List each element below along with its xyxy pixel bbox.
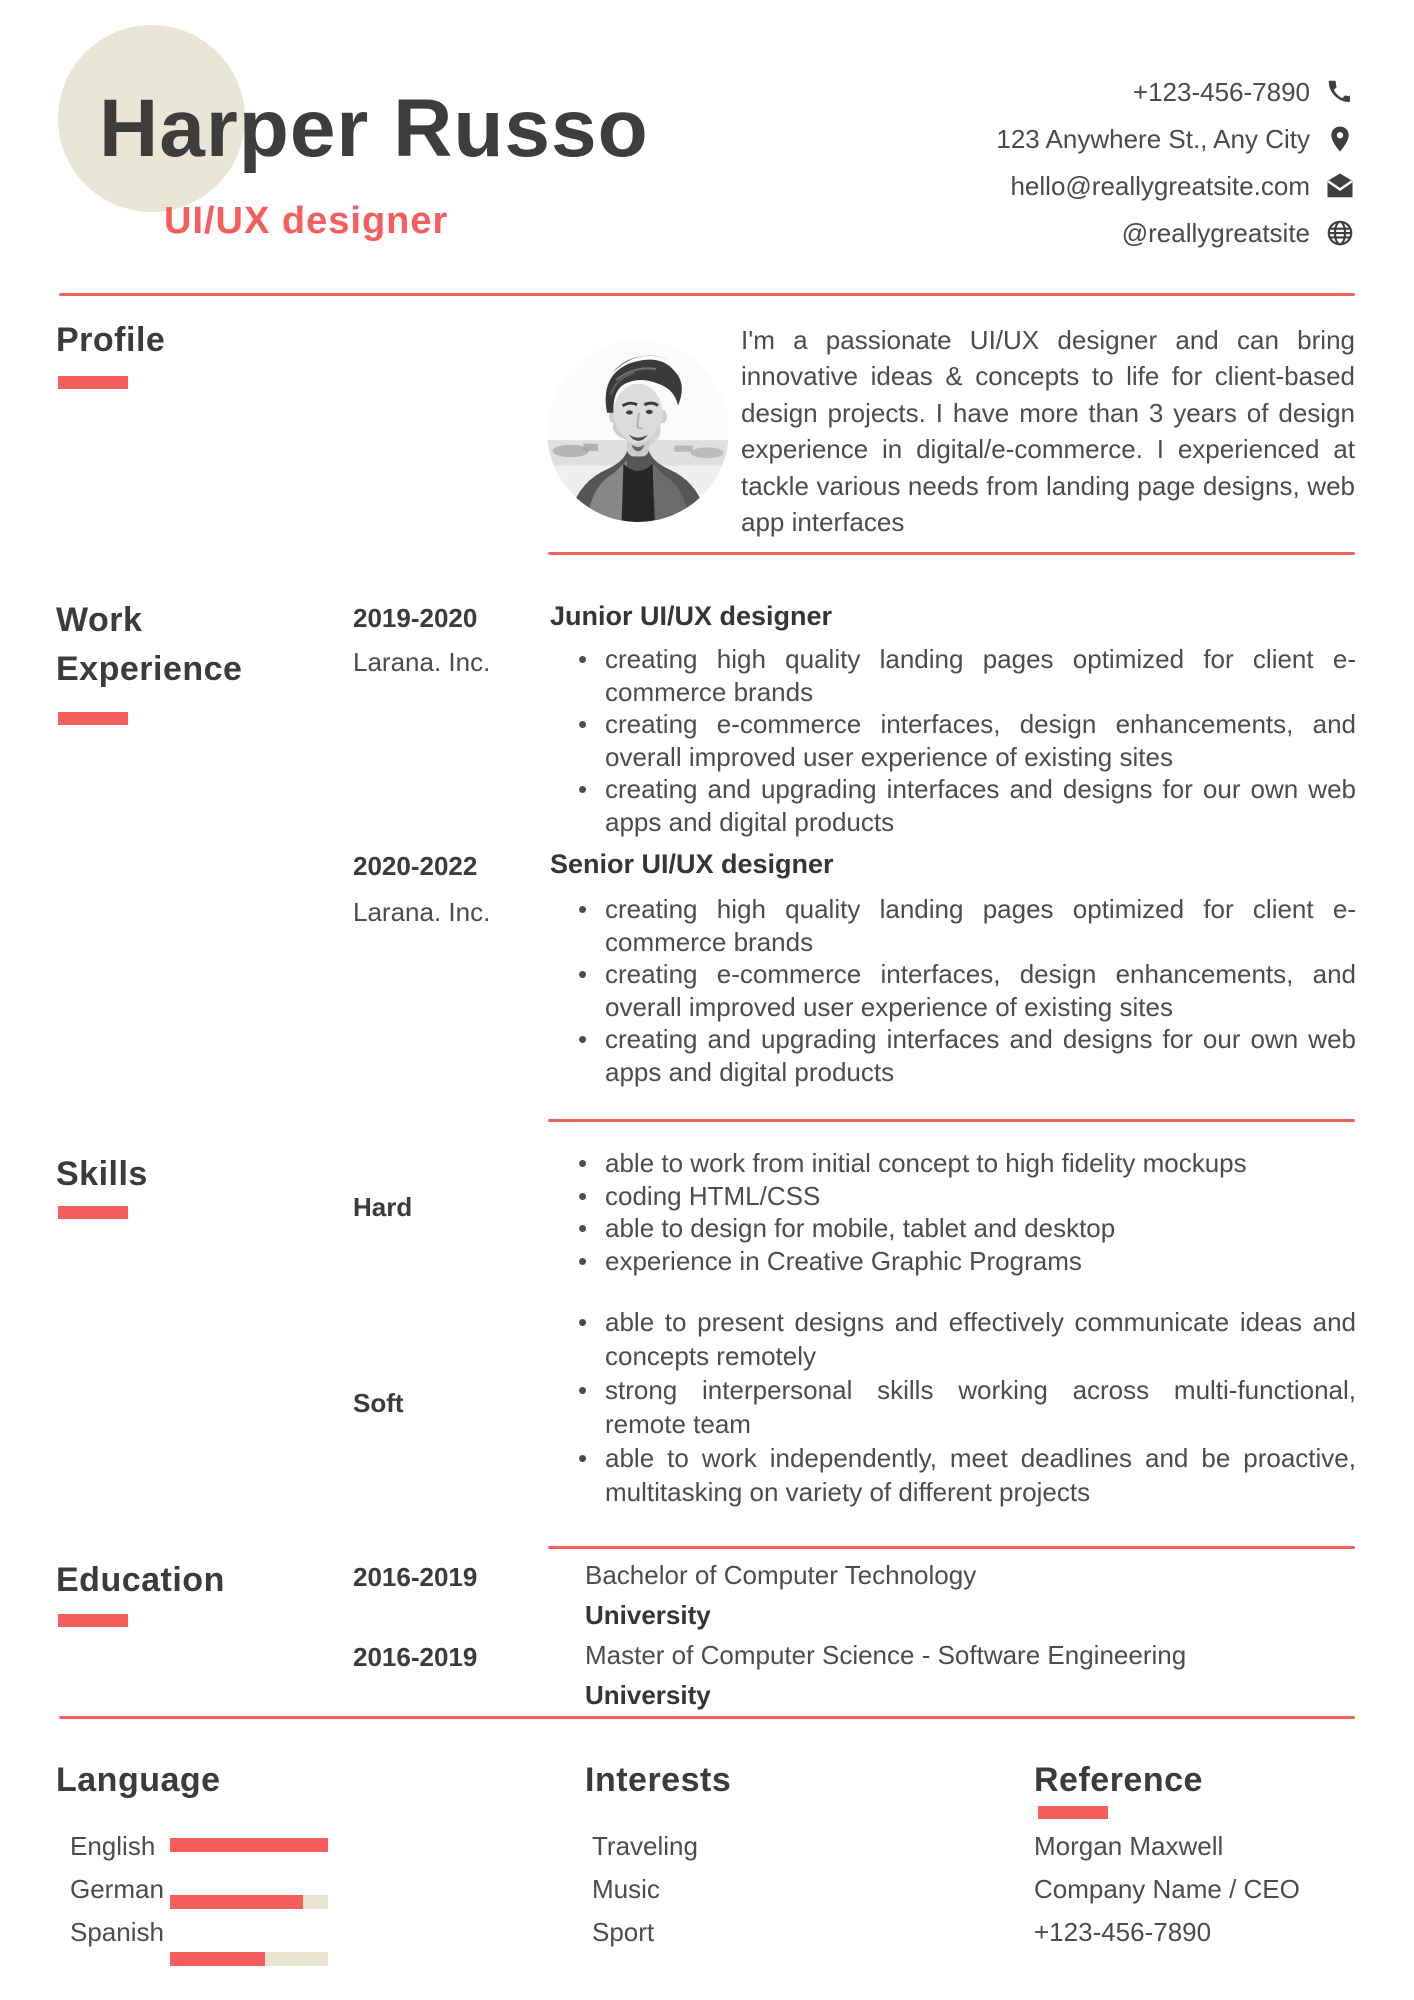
hard-skills-label: Hard xyxy=(353,1192,413,1222)
profile-summary-text: I'm a passionate UI/UX designer and can bring innovative ideas & concepts to life for client-based design projects. I have more than 3 years of design experience in digital/e-commerce. I experienced at tackle various needs from landing page designs, web app interfaces xyxy=(741,325,1355,538)
interests-heading: Interests xyxy=(585,1761,732,1799)
section-divider-1 xyxy=(548,552,1355,555)
reference-name: Morgan Maxwell xyxy=(1034,1831,1224,1861)
reference-heading-accent-bar xyxy=(1038,1806,1108,1819)
soft-skill: • able to work independently, meet deadlines and be proactive, multitasking on variety of different projects xyxy=(550,1441,1356,1509)
interest-item: Sport xyxy=(592,1917,655,1947)
language-bar-fill xyxy=(170,1895,303,1909)
interest-item: Music xyxy=(592,1874,660,1904)
work-heading-line1: Work xyxy=(56,601,143,639)
language-bar-german xyxy=(170,1895,328,1909)
soft-skill: • able to present designs and effectively communicate ideas and concepts remotely xyxy=(550,1305,1356,1373)
job2-bullet: • creating e-commerce interfaces, design enhancements, and overall improved user experience of existing sites xyxy=(550,958,1356,1023)
language-name: Spanish xyxy=(70,1917,164,1947)
work-experience-heading xyxy=(56,596,242,695)
education1-school: University xyxy=(585,1600,711,1630)
job2-dates: 2020-2022 xyxy=(353,851,478,881)
hard-skill: • experience in Creative Graphic Programs xyxy=(550,1245,1356,1278)
hard-skills-list xyxy=(550,1147,1356,1277)
education-heading: Education xyxy=(56,1561,225,1599)
education2-degree: Master of Computer Science - Software Engineering xyxy=(585,1640,1187,1670)
reference-phone: +123-456-7890 xyxy=(1034,1917,1212,1947)
education2-school: University xyxy=(585,1680,711,1710)
job1-bullet-list xyxy=(550,643,1356,839)
interest-item: Traveling xyxy=(592,1831,698,1861)
contact-phone xyxy=(1133,76,1355,108)
profile-heading: Profile xyxy=(56,321,166,359)
education1-dates: 2016-2019 xyxy=(353,1562,478,1592)
contact-handle xyxy=(1122,217,1355,249)
work-heading-line2: Experience xyxy=(56,650,243,689)
skills-heading-accent-bar xyxy=(58,1206,128,1219)
work-heading-accent-bar xyxy=(58,712,128,725)
contact-email xyxy=(1010,170,1355,202)
reference-position: Company Name / CEO xyxy=(1034,1874,1300,1904)
language-name: German xyxy=(70,1874,164,1904)
job1-dates: 2019-2020 xyxy=(353,603,478,633)
hard-skill: • able to work from initial concept to high fidelity mockups xyxy=(550,1147,1356,1180)
language-heading: Language xyxy=(56,1761,221,1799)
skills-heading: Skills xyxy=(56,1155,148,1193)
job1-bullet: • creating e-commerce interfaces, design enhancements, and overall improved user experience of existing sites xyxy=(550,708,1356,773)
job-role-subtitle: UI/UX designer xyxy=(164,200,449,242)
section-divider-3 xyxy=(548,1546,1355,1549)
contact-block xyxy=(996,76,1355,264)
email-text: hello@reallygreatsite.com xyxy=(1010,170,1310,201)
job1-bullet: • creating and upgrading interfaces and designs for our own web apps and digital products xyxy=(550,773,1356,838)
hard-skill: • able to design for mobile, tablet and desktop xyxy=(550,1212,1356,1245)
language-bar-fill xyxy=(170,1838,328,1852)
job2-bullet: • creating high quality landing pages optimized for client e-commerce brands xyxy=(550,893,1356,958)
phone-icon xyxy=(1325,77,1355,107)
address-text: 123 Anywhere St., Any City xyxy=(996,123,1310,154)
profile-photo xyxy=(547,340,729,522)
job1-company: Larana. Inc. xyxy=(353,647,491,677)
job2-bullet: • creating and upgrading interfaces and designs for our own web apps and digital products xyxy=(550,1023,1356,1088)
job1-bullet: • creating high quality landing pages optimized for client e-commerce brands xyxy=(550,643,1356,708)
reference-heading: Reference xyxy=(1034,1761,1203,1799)
education1-degree: Bachelor of Computer Technology xyxy=(585,1560,977,1590)
profile-heading-accent-bar xyxy=(58,376,128,389)
soft-skills-list xyxy=(550,1305,1356,1509)
education-heading-accent-bar xyxy=(58,1614,128,1627)
job2-title: Senior UI/UX designer xyxy=(550,849,834,879)
language-bar-english xyxy=(170,1838,328,1852)
language-name: English xyxy=(70,1831,156,1861)
person-name: Harper Russo xyxy=(99,83,649,174)
globe-icon xyxy=(1325,218,1355,248)
phone-text: +123-456-7890 xyxy=(1132,76,1310,107)
job2-bullet-list xyxy=(550,893,1356,1089)
hard-skill: • coding HTML/CSS xyxy=(550,1180,1356,1213)
soft-skills-label: Soft xyxy=(353,1388,404,1418)
email-icon xyxy=(1325,171,1355,201)
location-icon xyxy=(1325,124,1355,154)
soft-skill: • strong interpersonal skills working across multi-functional, remote team xyxy=(550,1373,1356,1441)
website-handle-text: @reallygreatsite xyxy=(1121,217,1310,248)
job1-title: Junior UI/UX designer xyxy=(550,601,833,631)
header-divider-line xyxy=(59,293,1355,296)
language-bar-fill xyxy=(170,1952,265,1966)
education2-dates: 2016-2019 xyxy=(353,1642,478,1672)
footer-divider-line xyxy=(59,1716,1355,1719)
portrait-photo-graphic xyxy=(547,340,729,522)
language-bar-spanish xyxy=(170,1952,328,1966)
contact-address xyxy=(996,123,1355,155)
job2-company: Larana. Inc. xyxy=(353,897,491,927)
section-divider-2 xyxy=(548,1119,1355,1122)
